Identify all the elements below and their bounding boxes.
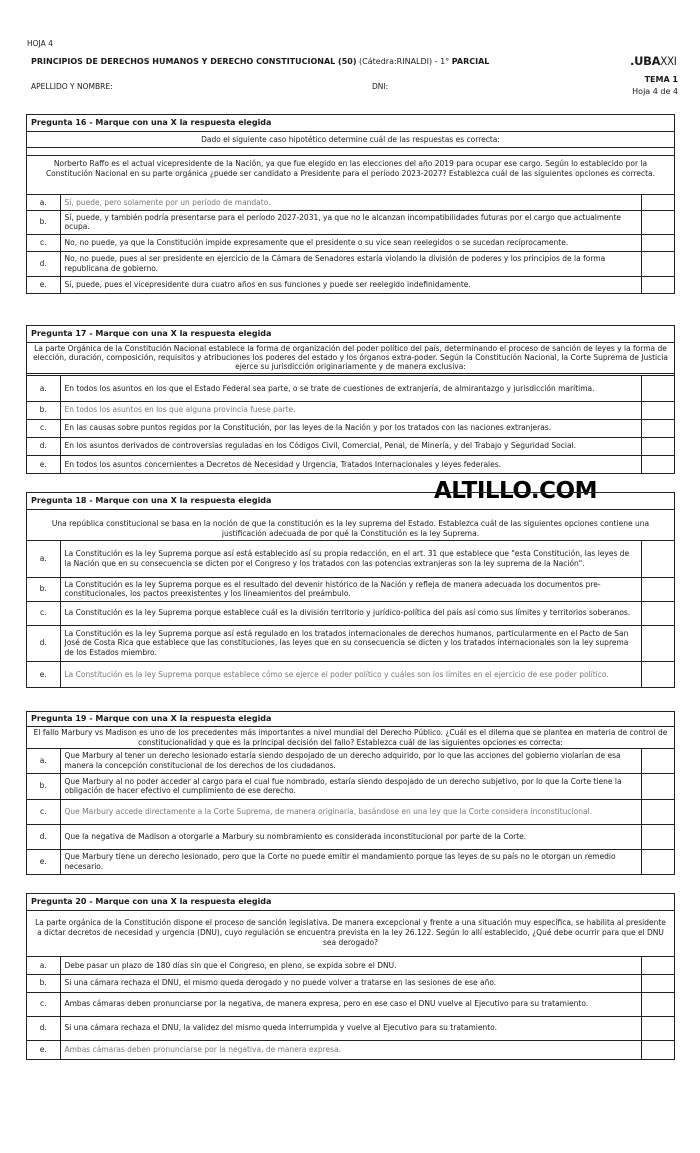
- question-header: Pregunta 20 - Marque con una X la respuesta elegida: [27, 894, 674, 911]
- answer-box[interactable]: [641, 849, 674, 874]
- logo-xxi: XXI: [660, 54, 677, 68]
- question-header: Pregunta 17 - Marque con una X la respuesta elegida: [27, 326, 674, 343]
- option-row: [27, 437, 674, 455]
- option-text: Debe pasar un plazo de 180 días sin que el Congreso, en pleno, se expida sobre el DNU.: [60, 957, 641, 974]
- answer-box[interactable]: [641, 195, 674, 210]
- option-text: Si una cámara rechaza el DNU, el mismo queda derogado y no puede volver a tratarse en las sesiones de ese año.: [60, 974, 641, 992]
- option-letter: d.: [27, 1016, 60, 1040]
- option-text: La Constitución es la ley Suprema porque establece cómo se ejerce el poder político y cuáles son los límites en el ejercicio de ese poder político.: [60, 661, 641, 687]
- question-prompt: Dado el siguiente caso hipotético determine cuál de las respuestas es correcta:: [27, 132, 674, 148]
- answer-box[interactable]: [641, 974, 674, 992]
- answer-box[interactable]: [641, 437, 674, 455]
- option-letter: b.: [27, 210, 60, 234]
- option-text: Que la negativa de Madison a otorgarle a Marbury su nombramiento es considerada inconstitucional por parte de la Corte.: [60, 824, 641, 849]
- catedra-label: (Cátedra:RINALDI) - 1°: [356, 57, 452, 66]
- option-text: La Constitución es la ley Suprema porque así está regulado en los tratados internacionales de derechos humanos, particularmente en el Pacto de San José de Costa Rica que establece que las constituciones, las leyes que en su consecuencia se dicten y los tratados internacionales son la ley suprema de los Estados miembro.: [60, 625, 641, 661]
- option-text: En las causas sobre puntos regidos por la Constitución, por las leyes de la Nación y por los tratados con las naciones extranjeras.: [60, 419, 641, 437]
- option-letter: c.: [27, 799, 60, 824]
- question-18: [26, 492, 675, 688]
- option-letter: e.: [27, 661, 60, 687]
- spacer: [27, 148, 674, 156]
- option-text: Que Marbury al no poder acceder al cargo para el cual fue nombrado, estaría siendo despojado de un derecho subjetivo, por lo que la Corte tiene la obligación de hacer efectivo el cumplimiento de ese derecho.: [60, 773, 641, 799]
- spacer: [27, 510, 674, 519]
- option-letter: d.: [27, 824, 60, 849]
- option-letter: b.: [27, 401, 60, 419]
- logo-uba: .UBA: [630, 54, 661, 68]
- option-row: [27, 661, 674, 687]
- options-table: [27, 957, 674, 1059]
- option-row: [27, 849, 674, 874]
- answer-box[interactable]: [641, 773, 674, 799]
- sheet-label: HOJA 4: [27, 39, 53, 48]
- question-header: Pregunta 16 - Marque con una X la respuesta elegida: [27, 115, 674, 132]
- option-text: En los asuntos derivados de controversias reguladas en los Códigos Civil, Comercial, Penal, de Minería, y del Trabajo y Seguridad Social.: [60, 437, 641, 455]
- option-row: [27, 276, 674, 293]
- option-row: [27, 195, 674, 210]
- option-row: [27, 799, 674, 824]
- option-row: [27, 251, 674, 276]
- answer-box[interactable]: [641, 661, 674, 687]
- option-text: Si una cámara rechaza el DNU, la validez del mismo queda interrumpida y vuelve al Ejecutivo para su tratamiento.: [60, 1016, 641, 1040]
- option-row: [27, 376, 674, 401]
- question-case: Norberto Raffo es el actual vicepresidente de la Nación, ya que fue elegido en las elecciones del año 2019 para ocupar ese cargo. Según lo establecido por la Constitución Nacional en su parte orgánica ¿puede ser candidato a Presidente para el período 2023-2027? Establezca cuál de las siguientes opciones es correcta.: [27, 156, 674, 195]
- answer-box[interactable]: [641, 1016, 674, 1040]
- option-text: Que Marbury al tener un derecho lesionado estaría siendo despojado de un derecho adquirido, por lo que las acciones del gobierno violarían de esa manera la concepción constitucional de los derechos de los ciudadanos.: [60, 749, 641, 773]
- option-row: [27, 1016, 674, 1040]
- option-row: [27, 210, 674, 234]
- question-header: Pregunta 18 - Marque con una X la respuesta elegida: [27, 493, 674, 510]
- option-letter: a.: [27, 957, 60, 974]
- option-text: En todos los asuntos en los que el Estado Federal sea parte, o se trate de cuestiones de extranjería, de almirantazgo y jurisdicción marítima.: [60, 376, 641, 401]
- parcial-label: PARCIAL: [451, 57, 490, 66]
- option-letter: c.: [27, 992, 60, 1016]
- answer-box[interactable]: [641, 799, 674, 824]
- question-prompt: La parte Orgánica de la Constitución Nacional establece la forma de organización del poder político del país, determinando el proceso de sanción de leyes y la forma de elección, duración, composición, requisitos y atribuciones los poderes del estado y los órganos extra-poder. Según la Constitución Nacional, la Corte Suprema de Justicia ejerce su jurisdicción originariamente y de manera exclusiva:: [27, 343, 674, 374]
- option-row: [27, 957, 674, 974]
- question-16: [26, 114, 675, 294]
- option-letter: e.: [27, 276, 60, 293]
- answer-box[interactable]: [641, 577, 674, 601]
- option-text: La Constitución es la ley Suprema porque así está establecido así su propia redacción, en el art. 31 que establece que "esta Constitución, las leyes de la Nación que en su consecuencia se dicten por el Congreso y los tratados con las potencias extranjeras son la ley suprema de la Nación".: [60, 541, 641, 577]
- option-text: En todos los asuntos concernientes a Decretos de Necesidad y Urgencia, Tratados Internacionales y leyes federales.: [60, 455, 641, 473]
- dni-field-label: DNI:: [372, 82, 389, 91]
- option-letter: a.: [27, 376, 60, 401]
- option-letter: e.: [27, 849, 60, 874]
- option-letter: a.: [27, 749, 60, 773]
- course-name: PRINCIPIOS DE DERECHOS HUMANOS Y DERECHO CONSTITUCIONAL (50): [31, 57, 357, 66]
- question-17: [26, 325, 675, 474]
- name-field-label: APELLIDO Y NOMBRE:: [31, 82, 113, 91]
- option-text: No, no puede, ya que la Constitución impide expresamente que el presidente o su vice sean reelegidos o se sucedan recíprocamente.: [60, 234, 641, 251]
- option-text: Que Marbury tiene un derecho lesionado, pero que la Corte no puede emitir el mandamiento porque las leyes de su país no le otorgan un remedio necesario.: [60, 849, 641, 874]
- page-count: Hoja 4 de 4: [632, 87, 678, 96]
- answer-box[interactable]: [641, 957, 674, 974]
- answer-box[interactable]: [641, 541, 674, 577]
- option-row: [27, 1040, 674, 1059]
- option-letter: e.: [27, 455, 60, 473]
- answer-box[interactable]: [641, 210, 674, 234]
- option-letter: c.: [27, 419, 60, 437]
- option-letter: a.: [27, 195, 60, 210]
- option-row: [27, 773, 674, 799]
- answer-box[interactable]: [641, 251, 674, 276]
- tema-label: TEMA 1: [644, 75, 678, 84]
- uba-xxi-logo: [630, 54, 677, 68]
- option-row: [27, 625, 674, 661]
- exam-title: [31, 57, 489, 66]
- option-letter: c.: [27, 234, 60, 251]
- answer-box[interactable]: [641, 824, 674, 849]
- answer-box[interactable]: [641, 992, 674, 1016]
- option-letter: b.: [27, 974, 60, 992]
- option-letter: e.: [27, 1040, 60, 1059]
- question-20: [26, 893, 675, 1060]
- option-text: No, no puede, pues al ser presidente en ejercicio de la Cámara de Senadores estaría violando la división de poderes y los principios de la forma republicana de gobierno.: [60, 251, 641, 276]
- answer-box[interactable]: [641, 455, 674, 473]
- option-letter: d.: [27, 251, 60, 276]
- answer-box[interactable]: [641, 419, 674, 437]
- option-row: [27, 992, 674, 1016]
- option-row: [27, 419, 674, 437]
- option-row: [27, 974, 674, 992]
- answer-box[interactable]: [641, 749, 674, 773]
- answer-box[interactable]: [641, 376, 674, 401]
- options-table: [27, 749, 674, 874]
- option-letter: b.: [27, 773, 60, 799]
- option-row: [27, 749, 674, 773]
- option-row: [27, 577, 674, 601]
- option-text: Que Marbury accede directamente a la Corte Suprema, de manera originaria, basándose en una ley que la Corte considera inconstitucional.: [60, 799, 641, 824]
- option-row: [27, 541, 674, 577]
- option-text: La Constitución es la ley Suprema porque es el resultado del devenir histórico de la Nación y refleja de manera adecuada los documentos pre-constitucionales, los pactos preexistentes y los lineamientos del preámbulo.: [60, 577, 641, 601]
- answer-box[interactable]: [641, 401, 674, 419]
- option-row: [27, 824, 674, 849]
- option-text: La Constitución es la ley Suprema porque establece cuál es la división territorio y jurídico-política del país así como sus límites y territorios soberanos.: [60, 601, 641, 625]
- option-text: Ambas cámaras deben pronunciarse por la negativa, de manera expresa, pero en ese caso el DNU vuelve al Ejecutivo para su tratamiento.: [60, 992, 641, 1016]
- option-text: Sí, puede, y también podría presentarse para el período 2027-2031, ya que no le alcanzan incompatibilidades futuras por el cargo que actualmente ocupa.: [60, 210, 641, 234]
- question-header: Pregunta 19 - Marque con una X la respuesta elegida: [27, 712, 674, 727]
- answer-box[interactable]: [641, 625, 674, 661]
- option-text: En todos los asuntos en los que alguna provincia fuese parte.: [60, 401, 641, 419]
- option-row: [27, 455, 674, 473]
- watermark: ALTILLO.COM: [434, 478, 597, 504]
- option-text: Sí, puede, pues el vicepresidente dura cuatro años en sus funciones y puede ser reelegido indefinidamente.: [60, 276, 641, 293]
- question-prompt: El fallo Marbury vs Madison es uno de los precedentes más importantes a nivel mundial del Derecho Público. ¿Cuál es el dilema que se plantea en materia de control de constitucionalidad y que es la principal decisión del fallo? Establezca cuál de las siguientes opciones es correcta:: [27, 727, 674, 749]
- answer-box[interactable]: [641, 601, 674, 625]
- question-prompt: La parte orgánica de la Constitución dispone el proceso de sanción legislativa. De manera excepcional y frente a una situación muy específica, se habilita al presidente a dictar decretos de necesidad y urgencia (DNU), cuyo regulación se encuentra prevista en la ley 26.122. Según lo allí establecido, ¿Qué debe ocurrir para que el DNU sea derogado?: [27, 911, 674, 957]
- answer-box[interactable]: [641, 1040, 674, 1059]
- option-text: Sí, puede, pero solamente por un período de mandato.: [60, 195, 641, 210]
- option-row: [27, 234, 674, 251]
- option-text: Ambas cámaras deben pronunciarse por la negativa, de manera expresa.: [60, 1040, 641, 1059]
- option-letter: b.: [27, 577, 60, 601]
- question-19: [26, 711, 675, 875]
- question-prompt: Una república constitucional se basa en la noción de que la constitución es la ley suprema del Estado. Establezca cuál de las siguientes opciones contiene una justificación adecuada de por qué la Constitución es la ley Suprema.: [27, 519, 674, 541]
- options-table: [27, 541, 674, 687]
- options-table: [27, 195, 674, 293]
- option-letter: d.: [27, 437, 60, 455]
- option-letter: a.: [27, 541, 60, 577]
- answer-box[interactable]: [641, 276, 674, 293]
- option-row: [27, 401, 674, 419]
- answer-box[interactable]: [641, 234, 674, 251]
- option-row: [27, 601, 674, 625]
- option-letter: c.: [27, 601, 60, 625]
- option-letter: d.: [27, 625, 60, 661]
- options-table: [27, 376, 674, 473]
